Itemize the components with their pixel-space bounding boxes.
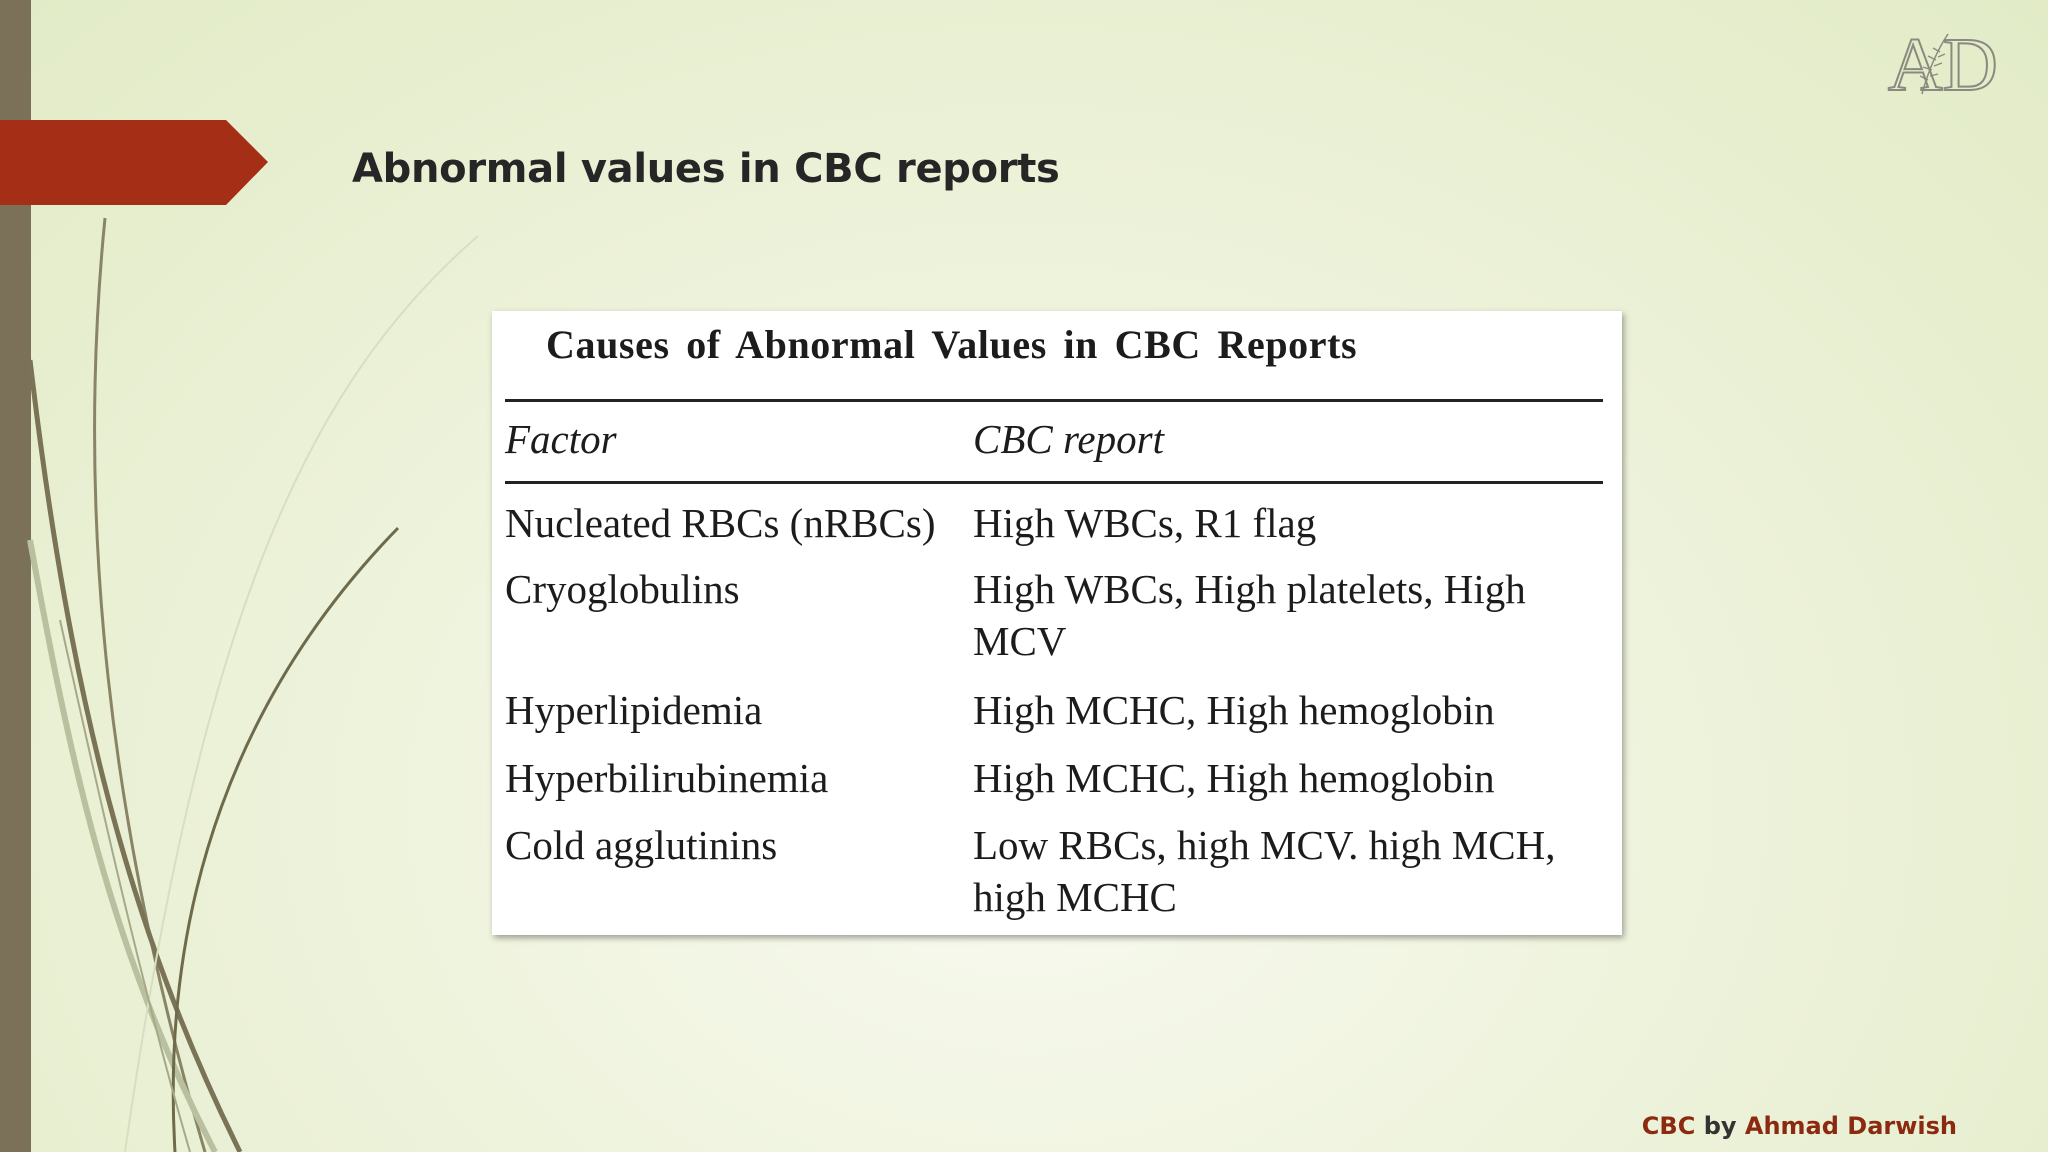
- row-2-report: [973, 563, 1593, 667]
- row-2-report-line-2: MCV: [973, 618, 1067, 664]
- table-header-rule: [505, 481, 1603, 484]
- row-5-report-line-2: high MCHC: [973, 874, 1177, 920]
- row-1-report-line-1: High WBCs, R1 flag: [973, 500, 1317, 546]
- row-1-report: [973, 497, 1593, 549]
- row-4-report-line-1: High MCHC, High hemoglobin: [973, 755, 1495, 801]
- footer-author: Ahmad Darwish: [1744, 1112, 1957, 1140]
- title-arrow-marker: [0, 120, 268, 205]
- column-header-factor: Factor: [505, 416, 617, 462]
- table-caption: Causes of Abnormal Values in CBC Reports: [546, 322, 1358, 367]
- cbc-causes-table: [492, 311, 1622, 935]
- footer-credit: [1642, 1112, 1957, 1140]
- row-3-report: [973, 684, 1593, 736]
- row-5-report-line-1: Low RBCs, high MCV. high MCH,: [973, 822, 1556, 868]
- row-4-factor: Hyperbilirubinemia: [505, 755, 829, 801]
- row-1-factor: Nucleated RBCs (nRBCs): [505, 500, 936, 546]
- ad-logo-text: AD: [1888, 23, 1998, 102]
- row-3-factor: Hyperlipidemia: [505, 687, 763, 733]
- ad-logo: [1884, 22, 2024, 102]
- table-top-rule: [505, 399, 1603, 402]
- footer-brand: CBC: [1641, 1112, 1696, 1140]
- slide-title: Abnormal values in CBC reports: [352, 146, 1060, 192]
- row-3-report-line-1: High MCHC, High hemoglobin: [973, 687, 1495, 733]
- row-5-report: [973, 819, 1593, 923]
- row-2-factor: Cryoglobulins: [505, 566, 740, 612]
- row-4-report: [973, 752, 1593, 804]
- row-5-factor: Cold agglutinins: [505, 822, 778, 868]
- row-2-report-line-1: High WBCs, High platelets, High: [973, 566, 1526, 612]
- column-header-cbc-report: CBC report: [973, 416, 1164, 462]
- footer-by: by: [1703, 1112, 1737, 1140]
